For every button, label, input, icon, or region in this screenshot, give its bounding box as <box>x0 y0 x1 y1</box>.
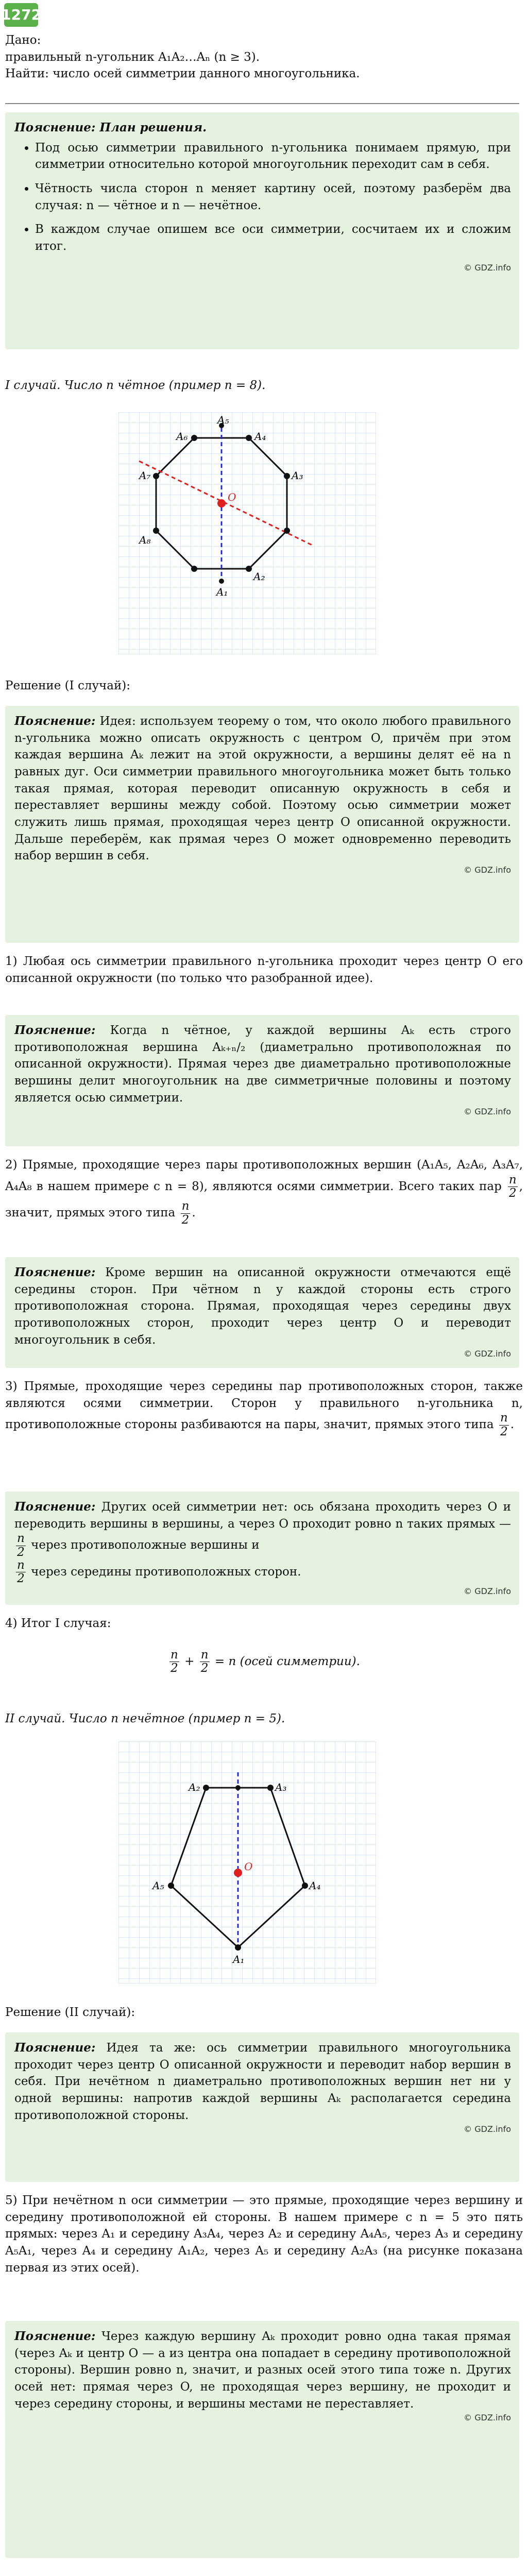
note3-label: Пояснение: <box>14 1265 96 1279</box>
task-number-badge: 1272 <box>4 3 38 27</box>
label-a1: A₁ <box>216 586 228 598</box>
label-a4: A₄ <box>254 430 266 443</box>
given-block <box>0 32 528 82</box>
note5-text: Идея та же: ось симметрии правильного многоугольника проходит через центр O описанной окружности и переводит набор вершин в себя. При нечётном n диаметрально противоположных вершин нет ни у одной вершины: напротив каждой вершины Aₖ располагается середина противоположной стороны. <box>14 2041 511 2122</box>
plan-item: • Чётность числа сторон n меняет картину осей, поэтому разберём два случая: n — чётное и n — нечётное. <box>35 180 511 214</box>
plan-item: • В каждом случае опишем все оси симметрии, сосчитаем их и сложим итог. <box>35 221 511 255</box>
watermark: © GDZ.info <box>464 2413 511 2423</box>
label-a3: A₃ <box>292 469 303 482</box>
fraction-n-over-2: $\frac{n}{2}$ <box>508 1173 517 1200</box>
find-text: Найти: число осей симметрии данного многоугольника. <box>5 67 360 81</box>
plan-label: Пояснение: План решения. <box>14 121 207 134</box>
step5: 5) При нечётном n оси симметрии — это прямые, проходящие через вершину и середину противоположной ей стороны. В нашем примере с n = 5 это пять прямых: через A₁ и середину A₃A₄, через A₂ и середину A₄A₅, через A₃ и середину A₅A₁, через A₄ и середину A₁A₂, через A₅ и середину A₂A₃ (на рисунке показана первая из этих осей). <box>5 2194 523 2275</box>
note2-label: Пояснение: <box>14 1023 96 1037</box>
case2-solution-label: Решение (II случай): <box>5 2006 135 2019</box>
note5 <box>5 2032 519 2182</box>
watermark: © GDZ.info <box>464 1586 511 1596</box>
watermark: © GDZ.info <box>464 262 511 273</box>
divider <box>5 103 519 104</box>
note2-text: Когда n чётное, у каждой вершины Aₖ есть строго противоположная вершина Aₖ₊ₙ/₂ (диаметрально противоположная по описанной окружности). Прямая через две диаметрально противоположные вершины делит многоугольник на две симметричные половины и поэтому является осью симметрии. <box>14 1024 511 1105</box>
label-a4: A₄ <box>309 1879 321 1892</box>
label-o: O <box>228 491 236 503</box>
given-label: Дано: <box>5 33 41 47</box>
fraction-n-over-2: $\frac{n}{2}$ <box>181 1199 190 1227</box>
note6-text: Через каждую вершину Aₖ проходит ровно одна такая прямая (через Aₖ и центр O — а из центра она попадает в середину противоположной стороны). Вершин ровно n, значит, и разных осей этого типа тоже n. Других осей нет: прямая через O, не проходящая через вершину, не проходит и через середину стороны, и вершины местами не переставляет. <box>14 2330 511 2411</box>
watermark: © GDZ.info <box>464 2124 511 2134</box>
given-text: правильный n-угольник A₁A₂…Aₙ (n ≥ 3). <box>5 50 260 64</box>
label-a5: A₅ <box>217 414 229 426</box>
label-a3: A₃ <box>275 1781 287 1793</box>
fraction-n-over-2: $\frac{n}{2}$ <box>17 1532 25 1559</box>
step4: 4) Итог I случая: <box>5 1617 111 1630</box>
watermark: © GDZ.info <box>464 865 511 875</box>
label-o: O <box>244 1860 253 1873</box>
watermark: © GDZ.info <box>464 1349 511 1359</box>
case2-heading: II случай. Число n нечётное (пример n = 5). <box>5 1712 285 1725</box>
plan-item: • Под осью симметрии правильного n-угольника понимаем прямую, при симметрии относительно которой многоугольник переходит сам в себя. <box>35 140 511 173</box>
label-a2: A₂ <box>253 570 265 583</box>
step3: 3) Прямые, проходящие через середины пар противоположных сторон, также являются осями симметрии. Сторон у правильного n-угольника n, противоположные стороны разбиваются на пары, значит, прямых этого типа $\frac{n}{2}$ . <box>5 1380 523 1438</box>
note1 <box>5 706 519 943</box>
label-a2: A₂ <box>189 1781 200 1793</box>
pentagon-figure <box>118 1741 376 1984</box>
note3 <box>5 1257 519 1368</box>
case1-heading: I случай. Число n чётное (пример n = 8). <box>5 379 266 392</box>
center-point <box>217 499 226 507</box>
step1: 1) Любая ось симметрии правильного n-угольника проходит через центр O его описанной окружности (по только что разобранной идее). <box>5 955 523 985</box>
note4: Пояснение: Других осей симметрии нет: ось обязана проходить через O и переводить вершины в вершины, а через O проходит ровно n таких прямых — $\frac{n}{2}$ через противоположные вершины и $\frac{n}{2}$ через середины противоположных сторон. © GDZ.info <box>5 1492 519 1605</box>
center-point <box>234 1869 242 1877</box>
step2: 2) Прямые, проходящие через пары противоположных вершин (A₁A₅, A₂A₆, A₃A₇, A₄A₈ в нашем примере с n = 8), являются осями симметрии. Всего таких пар $\frac{n}{2}$ , значит, прямых этого типа $\frac{n}{2}$ . <box>5 1158 523 1227</box>
plan-list <box>14 140 511 255</box>
note4-label: Пояснение: <box>14 1500 96 1514</box>
note3-text: Кроме вершин на описанной окружности отмечаются ещё середины сторон. При чётном n у каждой стороны есть строго противоположная сторона. Прямая, проходящая через середины двух противоположных сторон, проходит через центр O и переводит многоугольник в себя. <box>14 1266 511 1347</box>
watermark: © GDZ.info <box>464 1107 511 1117</box>
plan-note <box>5 112 519 349</box>
note6 <box>5 2321 519 2558</box>
label-a1: A₁ <box>233 1953 245 1965</box>
formula1: $\frac{n}{2}$ + $\frac{n}{2}$ = n (осей симметрии). <box>171 1648 360 1675</box>
label-a7: A₇ <box>139 469 151 482</box>
label-a8: A₈ <box>139 534 151 546</box>
fraction-n-over-2: $\frac{n}{2}$ <box>17 1558 25 1586</box>
case1-solution-label: Решение (I случай): <box>5 679 131 692</box>
note2 <box>5 1015 519 1146</box>
note1-label: Пояснение: <box>14 714 96 728</box>
note6-label: Пояснение: <box>14 2329 96 2343</box>
note5-label: Пояснение: <box>14 2041 96 2055</box>
note1-text: Идея: используем теорему о том, что около любого правильного n-угольника можно описать окружность с центром O, причём при этом каждая вершина Aₖ лежит на этой окружности, а вершины делят её на n равных дуг. Оси симметрии правильного многоугольника может быть только такая прямая, которая переводит описанную окружность в себя и переставляет вершины между собой. Поэтому осью симметрии может служить лишь прямая, проходящая через центр O описанной окружности. Дальше переберём, как прямая через O может одновременно переводить набор вершин в себя. <box>14 715 511 863</box>
label-a5: A₅ <box>152 1879 164 1892</box>
label-a6: A₆ <box>176 430 188 443</box>
fraction-n-over-2: $\frac{n}{2}$ <box>500 1411 508 1438</box>
octagon-figure <box>118 412 376 654</box>
